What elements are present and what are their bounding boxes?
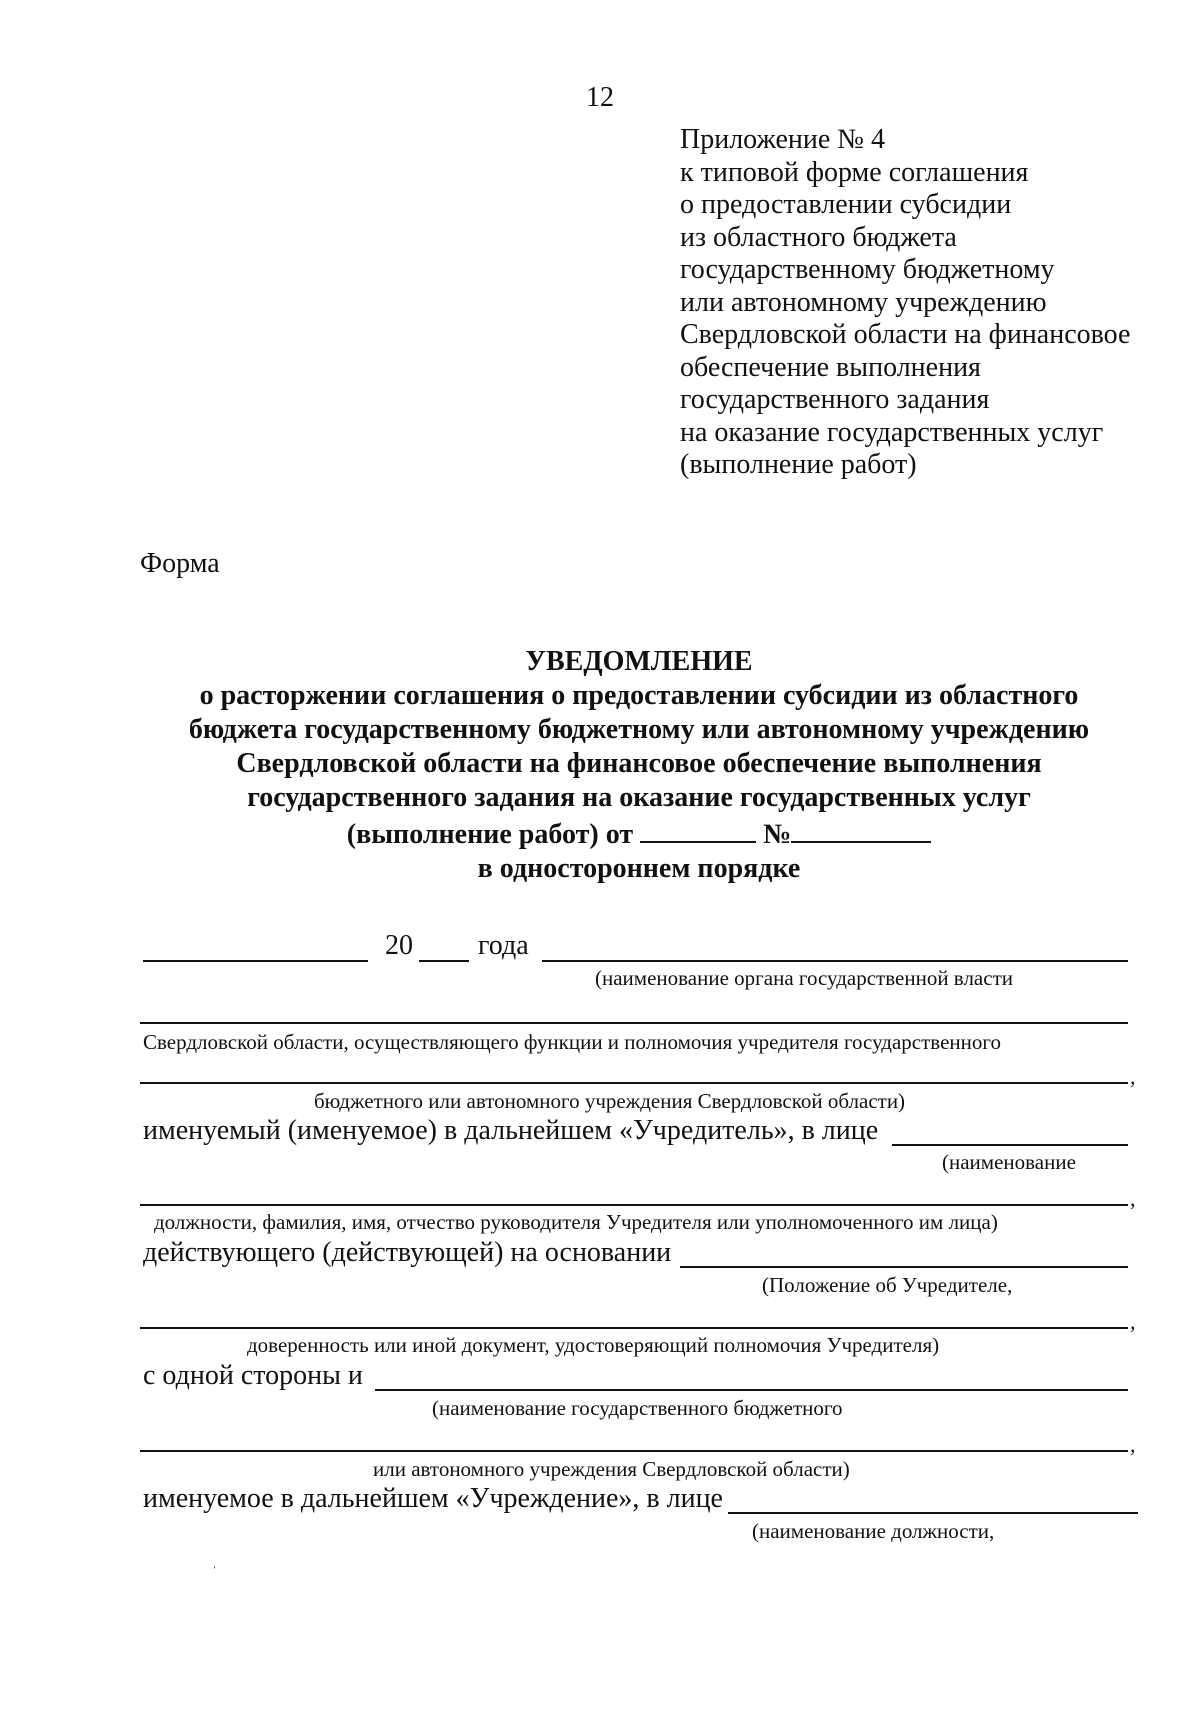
institution-name-blank[interactable]: [375, 1389, 1128, 1391]
annex-line: о предоставлении субсидии: [680, 189, 1012, 220]
caption-institution-1: (наименование государственного бюджетного: [432, 1396, 843, 1420]
title-line: Свердловской области на финансовое обеспечение выполнения: [236, 748, 1042, 779]
number-sign: №: [763, 819, 792, 850]
title-line: бюджета государственному бюджетному или автономному учреждению: [188, 714, 1090, 745]
acting-basis: действующего (действующей) на основании: [143, 1237, 672, 1268]
caption-position-1: (наименование: [942, 1150, 1076, 1174]
form-label: Форма: [140, 548, 220, 579]
year-blank[interactable]: [419, 960, 469, 962]
authority-name-blank[interactable]: [542, 960, 1128, 962]
annex-line: обеспечение выполнения: [680, 351, 981, 383]
annex-header: [680, 124, 1130, 482]
caption-authority-1: (наименование органа государственной власти: [595, 966, 1013, 990]
institution-representative-blank[interactable]: [728, 1512, 1138, 1514]
founder-representative-blank[interactable]: [892, 1144, 1128, 1146]
annex-line: на оказание государственных услуг: [680, 416, 1104, 448]
annex-line: государственного задания: [680, 384, 990, 415]
title-line: о расторжении соглашения о предоставлении субсидии из областного: [199, 680, 1079, 711]
title-line5-prefix: (выполнение работ) от: [346, 819, 634, 850]
year-prefix: 20: [385, 930, 413, 961]
annex-line: или автономному учреждению: [680, 286, 1047, 318]
caption-position-2: должности, фамилия, имя, отчество руководителя Учредителя или уполномоченного им лица): [154, 1210, 998, 1234]
authority-name-blank-3[interactable]: [140, 1082, 1128, 1084]
comma: ,: [1130, 1064, 1136, 1089]
caption-authority-2: Свердловской области, осуществляющего функции и полномочия учредителя государственного: [143, 1030, 1001, 1054]
institution-name-blank-2[interactable]: [140, 1450, 1128, 1452]
annex-line: Приложение № 4: [680, 124, 885, 155]
caption-inst-position: (наименование должности,: [752, 1519, 995, 1543]
annex-line: государственному бюджетному: [680, 254, 1055, 285]
authority-name-blank-2[interactable]: [140, 1022, 1128, 1024]
agreement-number-blank[interactable]: [791, 815, 931, 843]
institution-intro: именуемое в дальнейшем «Учреждение», в лице: [143, 1483, 723, 1514]
annex-line: к типовой форме соглашения: [680, 156, 1029, 188]
annex-line: из областного бюджета: [680, 221, 957, 253]
caption-basis-2: доверенность или иной документ, удостоверяющий полномочия Учредителя): [247, 1333, 940, 1357]
founder-representative-blank-2[interactable]: [140, 1204, 1128, 1206]
document-title: [0, 645, 1200, 886]
title-line-date-number: [0, 815, 1200, 852]
title-line: государственного задания на оказание государственных услуг: [247, 782, 1031, 813]
caption-authority-3: бюджетного или автономного учреждения Свердловской области): [314, 1089, 906, 1113]
annex-line: (выполнение работ): [680, 449, 917, 480]
caption-basis-1: (Положение об Учредителе,: [762, 1273, 1013, 1297]
agreement-date-blank[interactable]: [640, 815, 756, 843]
comma: ,: [1130, 1309, 1136, 1334]
date-day-month-blank[interactable]: [143, 960, 368, 962]
annex-line: Свердловской области на финансовое: [680, 319, 1131, 350]
basis-document-blank-2[interactable]: [140, 1327, 1128, 1329]
founder-intro: именуемый (именуемое) в дальнейшем «Учредитель», в лице: [143, 1115, 879, 1146]
year-suffix: года: [478, 930, 529, 961]
title-heading: УВЕДОМЛЕНИЕ: [525, 646, 753, 677]
caption-institution-2: или автономного учреждения Свердловской области): [373, 1457, 850, 1481]
page-number: 12: [586, 82, 614, 113]
comma: ,: [1130, 1186, 1136, 1211]
basis-document-blank[interactable]: [680, 1266, 1128, 1268]
scan-mark: ˈ: [212, 1565, 217, 1580]
comma: ,: [1130, 1432, 1136, 1457]
one-side: с одной стороны и: [143, 1360, 363, 1391]
title-line: в одностороннем порядке: [477, 853, 801, 884]
